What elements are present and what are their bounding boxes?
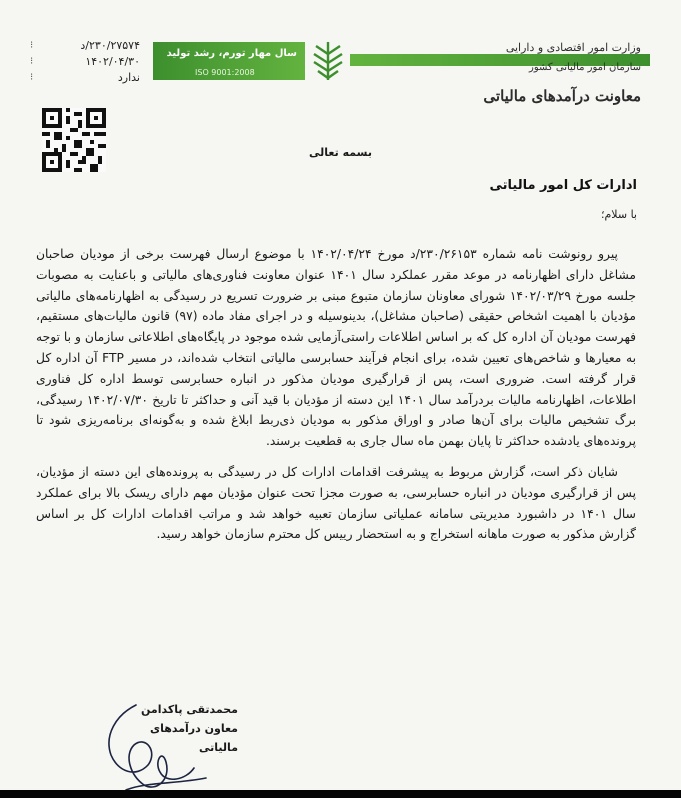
attachment-row bbox=[30, 70, 140, 86]
bottom-dark-strip bbox=[0, 790, 681, 798]
organization-heading bbox=[341, 41, 641, 105]
reference-block bbox=[30, 38, 140, 86]
attachment-label: ⁝ bbox=[30, 72, 34, 83]
signature-block bbox=[108, 700, 238, 757]
letter-body bbox=[36, 244, 636, 545]
ministry-name: وزارت امور اقتصادی و دارایی bbox=[505, 41, 641, 54]
reference-number-row bbox=[30, 38, 140, 54]
addressee: ادارات کل امور مالیاتی bbox=[489, 178, 637, 193]
deputy-name: معاونت درآمدهای مالیاتی bbox=[483, 87, 641, 105]
greeting: با سلام؛ bbox=[601, 208, 637, 221]
attachment-value: ندارد bbox=[117, 71, 140, 84]
iso-text: ISO 9001:2008 bbox=[195, 68, 255, 77]
basmala: بسمه تعالی bbox=[309, 146, 372, 159]
slogan-text: سال مهار تورم، رشد تولید bbox=[166, 48, 297, 59]
reference-number-label: ⁝ bbox=[30, 40, 34, 51]
date-label: ⁝ bbox=[30, 56, 34, 67]
signatory-name: محمدتقی پاکدامن bbox=[141, 703, 238, 716]
signatory-title: معاون درآمدهای مالیاتی bbox=[150, 722, 238, 754]
qr-code-icon bbox=[42, 108, 106, 172]
letter-date: ۱۴۰۲/۰۴/۳۰ bbox=[85, 55, 140, 68]
organization-name: سازمان امور مالیاتی کشور bbox=[529, 62, 641, 73]
paragraph-1: پیرو رونوشت نامه شماره ۲۳۰/۲۶۱۵۳/د مورخ ۱۴۰۲/۰۴/۲۴ با موضوع ارسال فهرست برخی از مودیان صاحبان مشاغل دارای اظهارنامه در موعد مقرر عملکرد سال ۱۴۰۱ عنوان معاونت فناوری‌های مالیاتی و باعنایت به مصوبات جلسه مورخ ۱۴۰۲/۰۳/۲۹ شورای معاونان سازمان متبوع مبنی بر ضرورت تسریع در رسیدگی به اظهارنامه‌های مالیاتی مؤدیان با اهمیت اشخاص حقیقی (صاحبان مشاغل)، بدینوسیله و در اجرای مفاد ماده (۹۷) قانون مالیات‌های مستقیم، فهرست مودیان آن اداره کل که بر اساس اطلاعات راستی‌آزمایی شده موجود در پایگاه‌های اطلاعاتی سازمان و با توجه به معیارها و شاخص‌های تعیین شده، برای انجام فرآیند حسابرسی مالیاتی انتخاب شده‌اند، در مسیر FTP آن اداره کل قرار گرفته است. ضروری است، پس از قرارگیری مودیان مذکور در انباره حسابرسی توسط اداره کل فناوری اطلاعات، اظهارنامه مالیات بردرآمد سال ۱۴۰۱ این دسته از مؤدیان با قید آنی و حداکثر تا تاریخ ۱۴۰۲/۰۷/۳۰ رسیدگی، برگ تشخیص مالیات برای آن‌ها صادر و اوراق مذکور به مودیان ذی‌ربط ابلاغ شده و به‌گونه‌ای برنامه‌ریزی شود تا پرونده‌های یادشده حداکثر تا پایان بهمن ماه سال جاری به قطعیت برسند. bbox=[36, 247, 637, 449]
date-row bbox=[30, 54, 140, 70]
reference-number: ۲۳۰/۲۷۵۷۴/د bbox=[80, 39, 140, 52]
paragraph-2: شایان ذکر است، گزارش مربوط به پیشرفت اقدامات ادارات کل در رسیدگی به پرونده‌های این دسته از مؤدیان، پس از قرارگیری مودیان در انباره حسابرسی، به صورت مجزا تحت عنوان مؤدیان مهم دارای ریسک بالا برای عملکرد سال ۱۴۰۱ در داشبورد مدیریتی سامانه عملیاتی سازمان تعبیه خواهد شد و مراتب اقدامات ادارات کل بر اساس گزارش مذکور به صورت ماهانه استخراج و به استحضار رییس کل محترم سازمان خواهد رسید. bbox=[36, 464, 636, 542]
slogan-banner bbox=[153, 42, 305, 80]
